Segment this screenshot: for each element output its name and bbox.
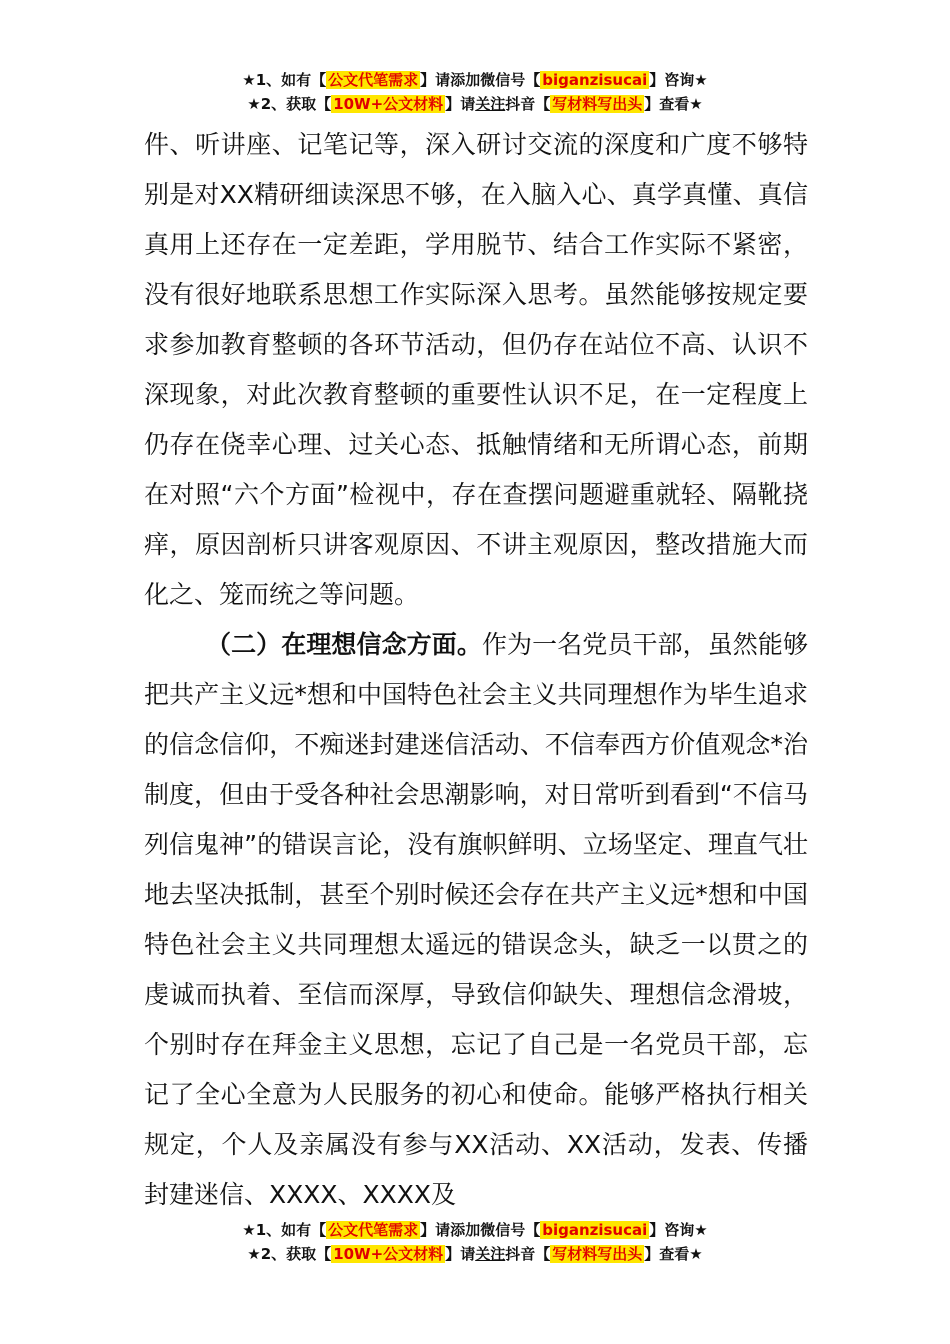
banner-line-2: ★2、获取【 10W+公文材料 】请关注抖音【 写材料写出头 】查看★ xyxy=(247,1245,703,1263)
highlight-service: 公文代笔需求 xyxy=(328,71,419,89)
header-banner xyxy=(0,68,950,116)
banner-line-1: ★1、如有【 公文代笔需求 】请添加微信号【 biganzisucai 】咨询★ xyxy=(242,1221,708,1239)
section-heading: （二）在理想信念方面。 xyxy=(206,630,482,659)
paragraph-2 xyxy=(144,620,808,1220)
highlight-materials: 10W+公文材料 xyxy=(333,1245,444,1263)
paragraph-2-text: 作为一名党员干部，虽然能够把共产主义远*想和中国特色社会主义共同理想作为毕生追求的信念信仰，不痴迷封建迷信活动、不信奉西方价值观念*治制度，但由于受各种社会思潮影响，对日常听到看到“不信马列信鬼神”的错误言论，没有旗帜鲜明、立场坚定、理直气壮地去坚决抵制，甚至个别时候还会存在共产主义远*想和中国特色社会主义共同理想太遥远的错误念头，缺乏一以贯之的虔诚而执着、至信而深厚，导致信仰缺失、理想信念滑坡，个别时存在拜金主义思想，忘记了自己是一名党员干部，忘记了全心全意为人民服务的初心和使命。能够严格执行相关规定，个人及亲属没有参与XX活动、XX活动，发表、传播封建迷信、XXXX、XXXX及 xyxy=(144,630,808,1209)
highlight-materials: 10W+公文材料 xyxy=(333,95,444,113)
highlight-service: 公文代笔需求 xyxy=(328,1221,419,1239)
footer-banner xyxy=(0,1218,950,1266)
document-body xyxy=(144,120,808,1220)
banner-line-2: ★2、获取【 10W+公文材料 】请关注抖音【 写材料写出头 】查看★ xyxy=(247,95,703,113)
highlight-douyin-account: 写材料写出头 xyxy=(552,1245,643,1263)
banner-line-1: ★1、如有【 公文代笔需求 】请添加微信号【 biganzisucai 】咨询★ xyxy=(242,71,708,89)
paragraph-1: 件、听讲座、记笔记等，深入研讨交流的深度和广度不够特别是对XX精研细读深思不够，在入脑入心、真学真懂、真信真用上还存在一定差距，学用脱节、结合工作实际不紧密，没有很好地联系思想工作实际深入思考。虽然能够按规定要求参加教育整顿的各环节活动，但仍存在站位不高、认识不深现象，对此次教育整顿的重要性认识不足，在一定程度上仍存在侥幸心理、过关心态、抵触情绪和无所谓心态，前期在对照“六个方面”检视中，存在查摆问题避重就轻、隔靴挠痒，原因剖析只讲客观原因、不讲主观原因，整改措施大而化之、笼而统之等问题。 xyxy=(144,130,808,609)
highlight-wechat-id: biganzisucai xyxy=(542,71,648,89)
highlight-douyin-account: 写材料写出头 xyxy=(552,95,643,113)
highlight-wechat-id: biganzisucai xyxy=(542,1221,648,1239)
